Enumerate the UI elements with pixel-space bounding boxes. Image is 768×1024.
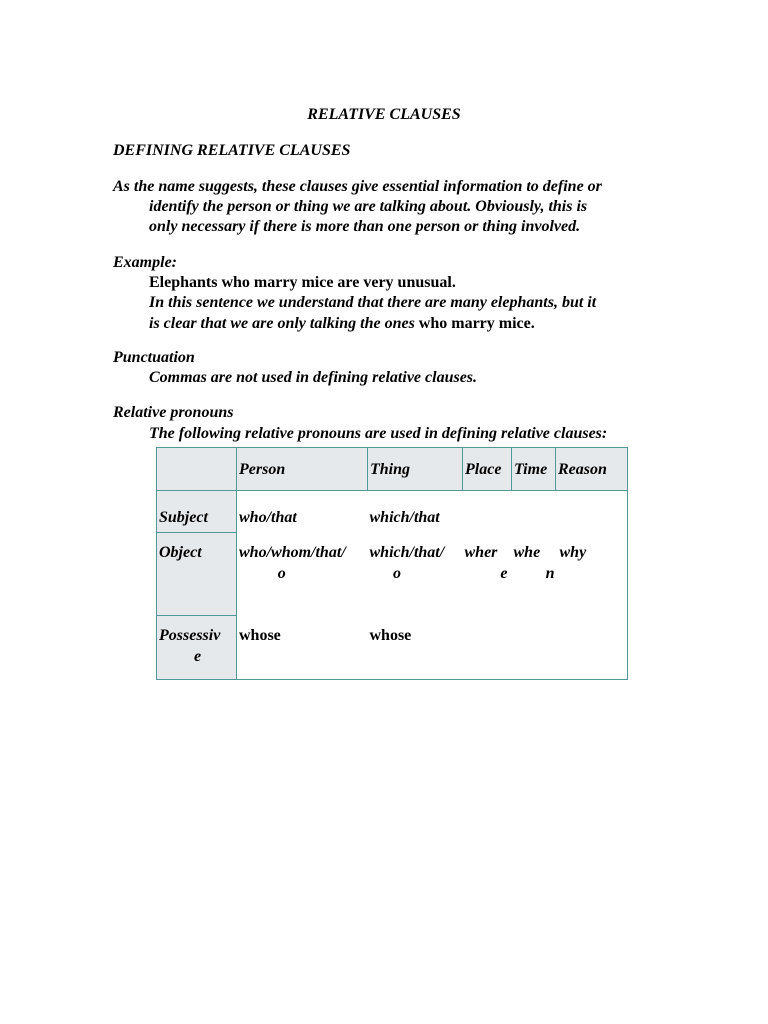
example-sentence: Elephants who marry mice are very unusual. <box>149 274 456 291</box>
punctuation-text: Commas are not used in defining relative clauses. <box>149 369 478 386</box>
subject-place <box>463 491 512 533</box>
relative-pronouns-heading: Relative pronouns <box>113 404 234 421</box>
header-cell-empty <box>157 448 237 491</box>
subject-reason <box>556 491 628 533</box>
object-place-line-1: wher <box>464 543 498 561</box>
object-place <box>463 533 512 616</box>
object-person-line-2: o <box>277 564 286 582</box>
example-explain-line-2 <box>149 315 535 333</box>
header-time: Time <box>512 448 556 491</box>
object-thing-line-1: which/that/ <box>369 543 445 561</box>
section-heading: DEFINING RELATIVE CLAUSES <box>113 142 351 159</box>
header-reason: Reason <box>556 448 628 491</box>
object-time-line-2: n <box>545 564 555 582</box>
header-thing: Thing <box>368 448 463 491</box>
object-reason: why <box>559 543 587 561</box>
table-row-subject <box>157 491 628 533</box>
relative-pronouns-table <box>156 447 628 680</box>
table-row-possessive <box>157 616 628 680</box>
object-time-line-1: whe <box>513 543 541 561</box>
object-time <box>512 533 556 616</box>
possessive-person: whose <box>239 626 281 644</box>
subject-thing: which/that <box>369 509 440 526</box>
example-heading: Example: <box>113 254 177 271</box>
table-header-row <box>157 448 628 491</box>
row-label-object: Object <box>157 533 237 616</box>
punctuation-heading: Punctuation <box>113 349 195 366</box>
possessive-reason <box>556 616 628 680</box>
page-title: RELATIVE CLAUSES <box>307 106 461 123</box>
header-place: Place <box>463 448 512 491</box>
subject-person: who/that <box>239 509 297 526</box>
relative-pronouns-intro: The following relative pronouns are used in defining relative clauses: <box>149 425 608 442</box>
possessive-thing: whose <box>369 626 412 644</box>
object-person-line-1: who/whom/that/ <box>239 543 346 561</box>
object-thing <box>368 533 463 616</box>
object-thing-line-2: o <box>393 564 401 582</box>
row-label-possessive <box>157 616 237 680</box>
intro-line-1: As the name suggests, these clauses give essential information to define or <box>113 178 602 195</box>
intro-line-3: only necessary if there is more than one person or thing involved. <box>149 218 581 235</box>
example-explain-plain: who marry mice. <box>414 315 535 332</box>
table-row-object <box>157 533 628 616</box>
object-person <box>237 533 368 616</box>
example-explain-italic: is clear that we are only talking the ones <box>149 315 415 332</box>
row-label-possessive-line-2: e <box>193 648 202 665</box>
example-explain-line-1: In this sentence we understand that there are many elephants, but it <box>149 294 597 311</box>
object-place-line-2: e <box>500 564 508 582</box>
intro-line-2: identify the person or thing we are talking about. Obviously, this is <box>149 198 588 215</box>
possessive-time <box>512 616 556 680</box>
row-label-possessive-line-1: Possessiv <box>159 627 221 644</box>
header-person: Person <box>237 448 368 491</box>
row-label-subject: Subject <box>157 491 237 533</box>
subject-time <box>512 491 556 533</box>
possessive-place <box>463 616 512 680</box>
